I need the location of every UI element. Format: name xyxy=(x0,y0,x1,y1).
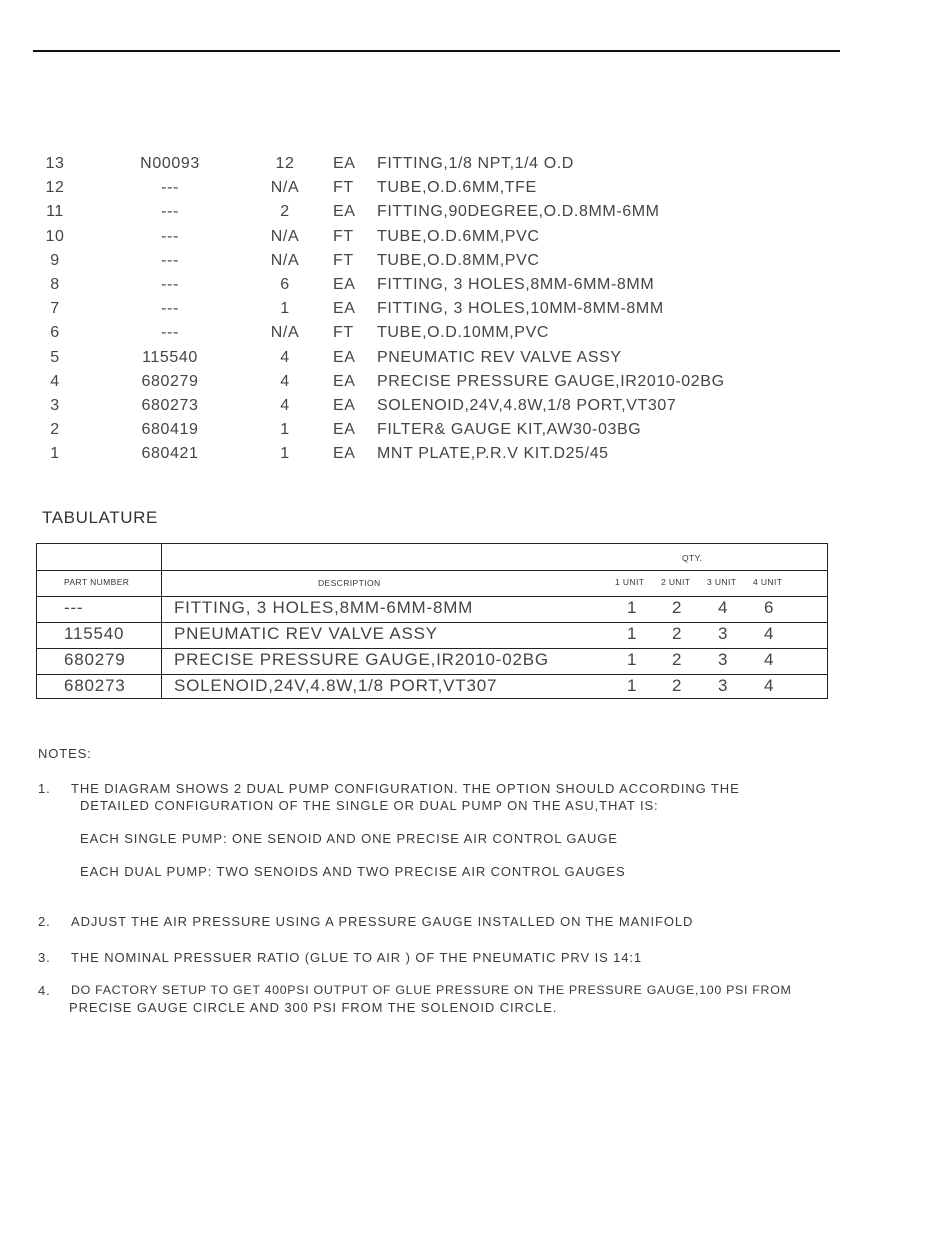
bom-unit: FT xyxy=(333,324,354,342)
bom-quantity: 6 xyxy=(280,275,290,293)
table-row xyxy=(36,650,828,676)
bom-row xyxy=(0,155,950,179)
bom-item-number: 10 xyxy=(45,227,65,245)
bom-item-number: 13 xyxy=(45,155,65,172)
bom-quantity: N/A xyxy=(270,227,300,245)
table-row xyxy=(36,598,828,624)
qty-cell: 3 xyxy=(718,650,729,669)
bom-quantity: 4 xyxy=(280,372,290,390)
note-text: EACH SINGLE PUMP: ONE SENOID AND ONE PRECISE AIR CONTROL GAUGE xyxy=(80,831,618,846)
top-rule xyxy=(33,50,840,52)
note-number: 1. xyxy=(38,781,51,796)
bom-row xyxy=(0,276,950,300)
note-text: PRECISE GAUGE CIRCLE AND 300 PSI FROM THE SOLENOID CIRCLE. xyxy=(69,1000,558,1015)
bom-unit: FT xyxy=(333,227,354,245)
note-number: 4. xyxy=(38,983,51,998)
qty-header: QTY. xyxy=(682,553,703,563)
bom-unit: EA xyxy=(333,372,356,390)
bom-quantity: N/A xyxy=(270,324,300,342)
bom-item-number: 1 xyxy=(50,445,60,463)
qty-cell: 1 xyxy=(627,624,638,643)
part-number-cell: 115540 xyxy=(64,624,125,643)
bom-row xyxy=(0,324,950,348)
note-text: THE NOMINAL PRESSUER RATIO (GLUE TO AIR ) OF THE PNEUMATIC PRV IS 14:1 xyxy=(71,950,643,965)
unit-header: 2 UNIT xyxy=(661,577,691,587)
note-text: DO FACTORY SETUP TO GET 400PSI OUTPUT OF GLUE PRESSURE ON THE PRESSURE GAUGE,100 PSI FROM xyxy=(71,983,792,997)
bom-description: TUBE,O.D.8MM,PVC xyxy=(377,251,540,269)
bom-description: FILTER& GAUGE KIT,AW30-03BG xyxy=(377,421,642,439)
part-number-cell: 680273 xyxy=(64,676,126,695)
bom-part-number: 115540 xyxy=(142,348,198,366)
bom-item-number: 3 xyxy=(50,396,60,414)
qty-cell: 4 xyxy=(764,650,775,669)
description-cell: FITTING, 3 HOLES,8MM-6MM-8MM xyxy=(174,598,474,617)
bom-part-number: 680419 xyxy=(141,421,199,439)
bom-unit: EA xyxy=(333,300,356,318)
bom-row xyxy=(0,421,950,445)
bom-item-number: 7 xyxy=(50,300,60,318)
bom-description: FITTING,1/8 NPT,1/4 O.D xyxy=(377,155,574,172)
bom-row xyxy=(0,397,950,421)
table-row xyxy=(36,676,828,702)
qty-cell: 4 xyxy=(718,598,729,617)
unit-header: 3 UNIT xyxy=(707,577,737,587)
bom-unit: FT xyxy=(333,179,354,197)
bom-item-number: 12 xyxy=(45,179,65,197)
bom-part-number: --- xyxy=(161,251,179,269)
bom-unit: FT xyxy=(333,251,354,269)
bom-unit: EA xyxy=(333,421,356,439)
bom-row xyxy=(0,203,950,227)
bom-part-number: 680279 xyxy=(141,372,199,390)
note-number: 3. xyxy=(38,950,51,965)
qty-cell: 4 xyxy=(764,676,775,695)
bom-item-number: 5 xyxy=(50,348,60,366)
bom-part-number: --- xyxy=(161,203,179,221)
bom-unit: EA xyxy=(333,275,356,293)
bom-quantity: 4 xyxy=(280,396,290,414)
bom-quantity: N/A xyxy=(270,179,300,197)
row-divider xyxy=(37,570,827,571)
part-number-header: PART NUMBER xyxy=(64,577,130,587)
bom-unit: EA xyxy=(333,203,356,221)
bom-unit: EA xyxy=(333,155,356,172)
bom-row xyxy=(0,445,950,469)
bom-part-number: --- xyxy=(161,275,179,293)
bom-description: FITTING, 3 HOLES,10MM-8MM-8MM xyxy=(377,300,664,318)
bom-quantity: 1 xyxy=(280,421,290,439)
bom-description: FITTING,90DEGREE,O.D.8MM-6MM xyxy=(377,203,660,221)
bom-description: TUBE,O.D.6MM,PVC xyxy=(377,227,540,245)
part-number-cell: --- xyxy=(64,598,84,617)
notes-heading: NOTES: xyxy=(38,746,92,761)
bom-part-number: --- xyxy=(161,300,179,318)
bom-row xyxy=(0,300,950,324)
note-text: ADJUST THE AIR PRESSURE USING A PRESSURE GAUGE INSTALLED ON THE MANIFOLD xyxy=(71,914,694,929)
bom-item-number: 4 xyxy=(50,372,60,390)
qty-cell: 2 xyxy=(672,624,683,643)
bom-quantity: 12 xyxy=(275,155,295,172)
unit-header: 4 UNIT xyxy=(753,577,783,587)
bom-quantity: 4 xyxy=(280,348,290,366)
bom-quantity: 1 xyxy=(280,445,290,463)
tabulature-table xyxy=(36,543,829,700)
qty-cell: 4 xyxy=(764,624,775,643)
bom-quantity: 1 xyxy=(280,300,290,318)
bom-description: PNEUMATIC REV VALVE ASSY xyxy=(377,348,622,366)
note-number: 2. xyxy=(38,914,51,929)
description-header: DESCRIPTION xyxy=(318,578,381,588)
description-cell: PRECISE PRESSURE GAUGE,IR2010-02BG xyxy=(174,650,549,669)
note-text: DETAILED CONFIGURATION OF THE SINGLE OR DUAL PUMP ON THE ASU,THAT IS: xyxy=(80,798,659,813)
description-cell: SOLENOID,24V,4.8W,1/8 PORT,VT307 xyxy=(174,676,498,695)
bom-unit: EA xyxy=(333,445,356,463)
bom-unit: EA xyxy=(333,396,356,414)
bom-description: SOLENOID,24V,4.8W,1/8 PORT,VT307 xyxy=(377,396,677,414)
bom-unit: EA xyxy=(333,348,356,366)
bom-item-number: 8 xyxy=(50,275,60,293)
bom-part-number: --- xyxy=(161,179,179,197)
qty-cell: 6 xyxy=(764,598,775,617)
bom-item-number: 9 xyxy=(50,251,60,269)
bom-row xyxy=(0,373,950,397)
bom-row xyxy=(0,349,950,373)
bom-quantity: N/A xyxy=(270,251,300,269)
bom-part-number: --- xyxy=(161,227,179,245)
row-divider xyxy=(37,596,827,597)
qty-cell: 1 xyxy=(627,650,638,669)
bom-description: TUBE,O.D.6MM,TFE xyxy=(377,179,537,197)
note-text: THE DIAGRAM SHOWS 2 DUAL PUMP CONFIGURATION. THE OPTION SHOULD ACCORDING THE xyxy=(71,781,740,796)
bom-row xyxy=(0,252,950,276)
bom-description: TUBE,O.D.10MM,PVC xyxy=(377,324,550,342)
note-text: EACH DUAL PUMP: TWO SENOIDS AND TWO PRECISE AIR CONTROL GAUGES xyxy=(80,864,626,879)
qty-cell: 2 xyxy=(672,676,683,695)
table-row xyxy=(36,624,828,650)
qty-cell: 1 xyxy=(627,676,638,695)
bom-part-number: 680421 xyxy=(141,445,199,463)
bom-part-number: --- xyxy=(161,324,179,342)
bom-row xyxy=(0,179,950,203)
description-cell: PNEUMATIC REV VALVE ASSY xyxy=(174,624,438,643)
bom-description: FITTING, 3 HOLES,8MM-6MM-8MM xyxy=(377,275,655,293)
bom-description: PRECISE PRESSURE GAUGE,IR2010-02BG xyxy=(377,372,725,390)
tabulature-title: TABULATURE xyxy=(42,508,158,527)
bom-part-number: 680273 xyxy=(141,396,199,414)
bom-row xyxy=(0,228,950,252)
qty-cell: 2 xyxy=(672,650,683,669)
bom-item-number: 11 xyxy=(46,203,64,221)
bom-quantity: 2 xyxy=(280,203,290,221)
bom-description: MNT PLATE,P.R.V KIT.D25/45 xyxy=(377,445,609,463)
qty-cell: 3 xyxy=(718,624,729,643)
qty-cell: 2 xyxy=(672,598,683,617)
qty-cell: 3 xyxy=(718,676,729,695)
part-number-cell: 680279 xyxy=(64,650,126,669)
bom-item-number: 2 xyxy=(50,421,60,439)
bom-part-number: N00093 xyxy=(140,155,200,172)
unit-header: 1 UNIT xyxy=(615,577,645,587)
bill-of-materials xyxy=(0,155,950,469)
qty-cell: 1 xyxy=(627,598,638,617)
bom-item-number: 6 xyxy=(50,324,60,342)
